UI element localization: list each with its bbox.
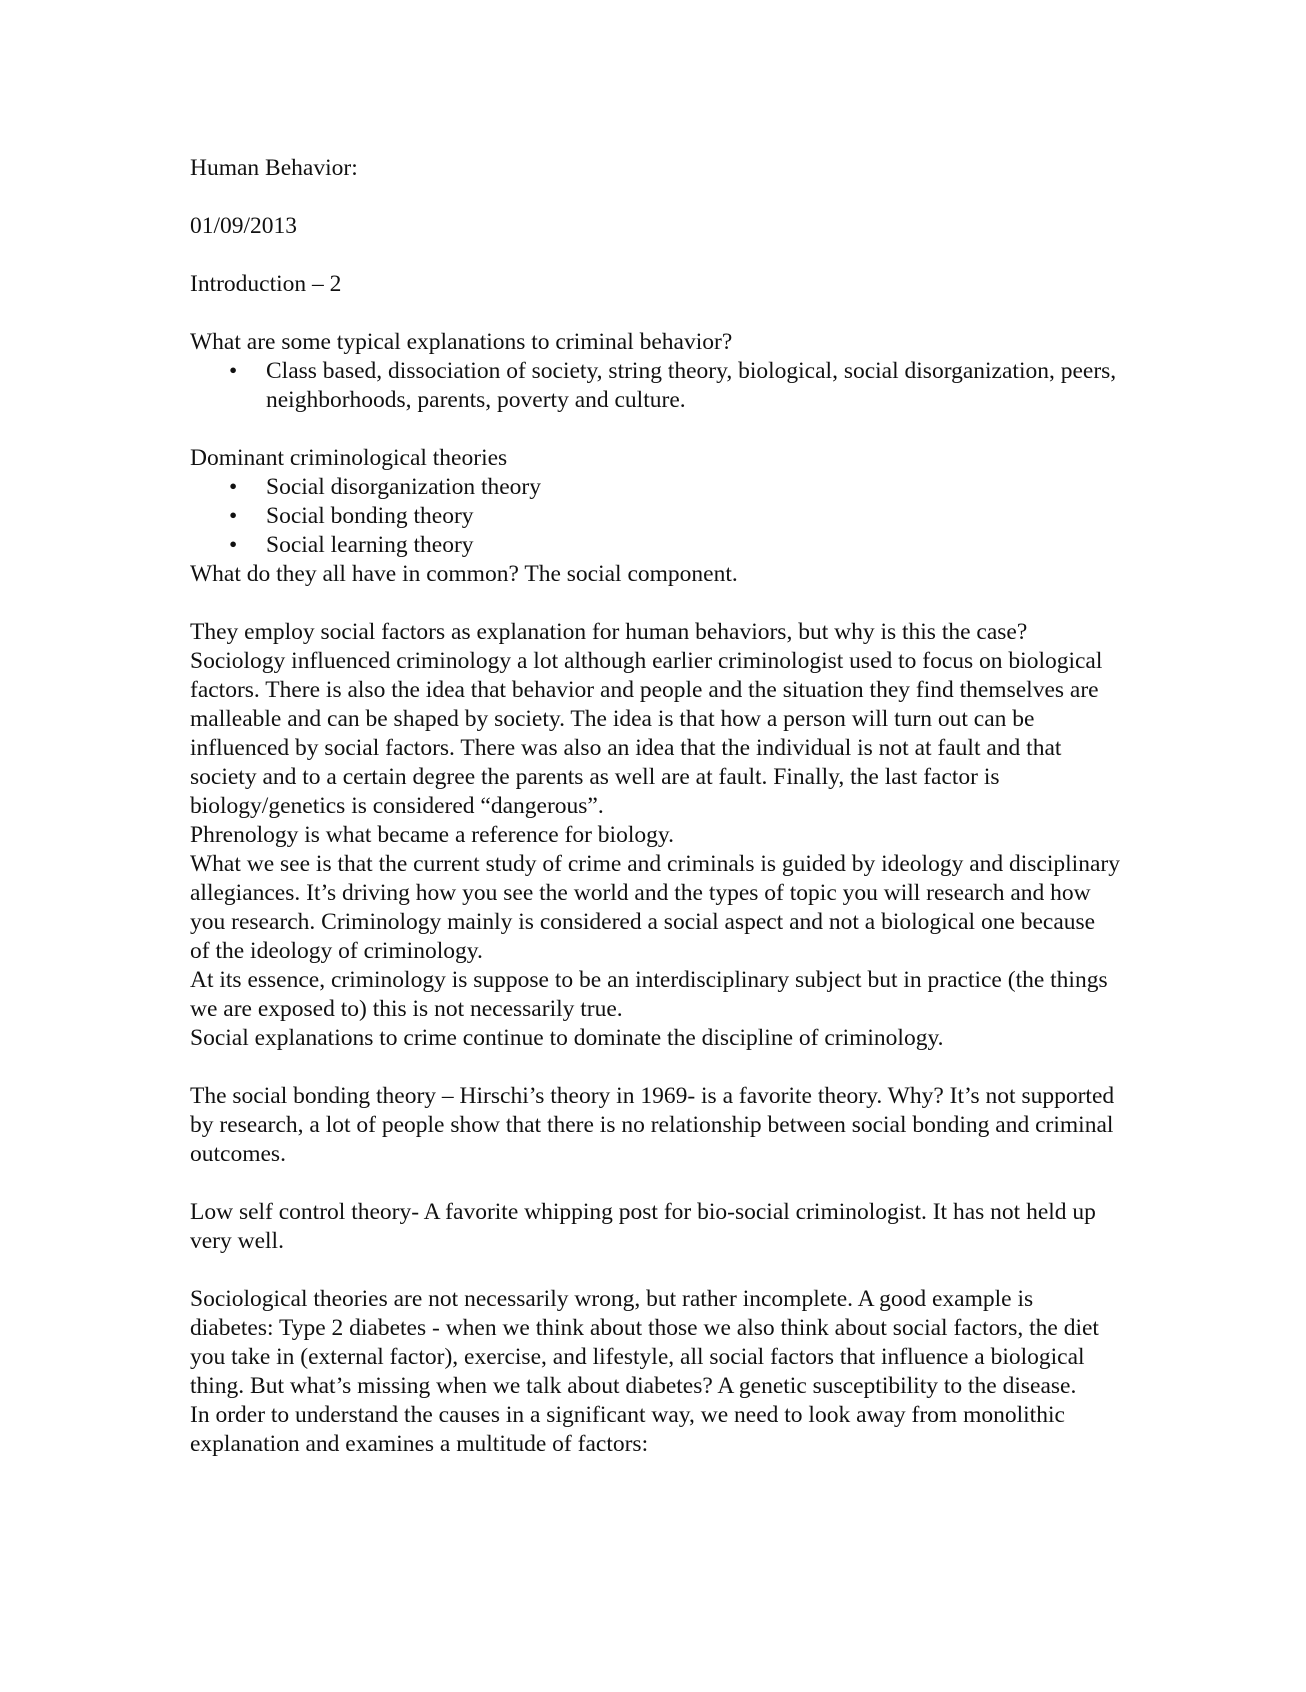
list-item: • Social bonding theory (266, 502, 1120, 531)
theories-list (190, 473, 1120, 560)
paragraph: Low self control theory- A favorite whipping post for bio-social criminologist. It has not held up very well. (190, 1199, 1096, 1254)
paragraph: What we see is that the current study of crime and criminals is guided by ideology and disciplinary allegiances. It’s driving how you see the world and the types of topic you will research and how you research. Criminology mainly is considered a social aspect and not a biological one because of the ideology of criminology. (190, 851, 1120, 964)
explanations-list (190, 357, 1120, 415)
paragraph: They employ social factors as explanation for human behaviors, but why is this the case? Sociology influenced criminology a lot although earlier criminologist used to focus on biological factors. There is also the idea that behavior and people and the situation they find themselves are malleable and can be shaped by society. The idea is that how a person will turn out can be influenced by social factors. There was also an idea that the individual is not at fault and that society and to a certain degree the parents as well are at fault. Finally, the last factor is biology/genetics is considered “dangerous”. (190, 619, 1103, 819)
theories-common: What do they all have in common? The social component. (190, 561, 738, 587)
section-heading: Introduction – 2 (190, 271, 342, 297)
list-item: • Class based, dissociation of society, string theory, biological, social disorganization, peers, neighborhoods, parents, poverty and culture. (266, 357, 1120, 415)
paragraph: At its essence, criminology is suppose to be an interdisciplinary subject but in practice (the things we are exposed to) this is not necessarily true. (190, 967, 1108, 1022)
paragraph: The social bonding theory – Hirschi’s theory in 1969- is a favorite theory. Why? It’s not supported by research, a lot of people show that there is no relationship between social bonding and criminal outcomes. (190, 1083, 1115, 1167)
paragraph: Social explanations to crime continue to dominate the discipline of criminology. (190, 1025, 944, 1051)
theories-heading: Dominant criminological theories (190, 445, 508, 471)
list-item: • Social disorganization theory (266, 473, 1120, 502)
document-body (190, 154, 1120, 1459)
document-title: Human Behavior: (190, 155, 358, 181)
paragraph: Phrenology is what became a reference for biology. (190, 822, 674, 848)
document-date: 01/09/2013 (190, 213, 298, 239)
list-item: • Social learning theory (266, 531, 1120, 560)
paragraph: In order to understand the causes in a significant way, we need to look away from monolithic explanation and examines a multitude of factors: (190, 1402, 1065, 1457)
paragraph: Sociological theories are not necessarily wrong, but rather incomplete. A good example is diabetes: Type 2 diabetes - when we think about those we also think about social factors, the diet you take in (external factor), exercise, and lifestyle, all social factors that influence a biological thing. But what’s missing when we talk about diabetes? A genetic susceptibility to the disease. (190, 1286, 1099, 1399)
question-criminal-behavior: What are some typical explanations to criminal behavior? (190, 329, 733, 355)
